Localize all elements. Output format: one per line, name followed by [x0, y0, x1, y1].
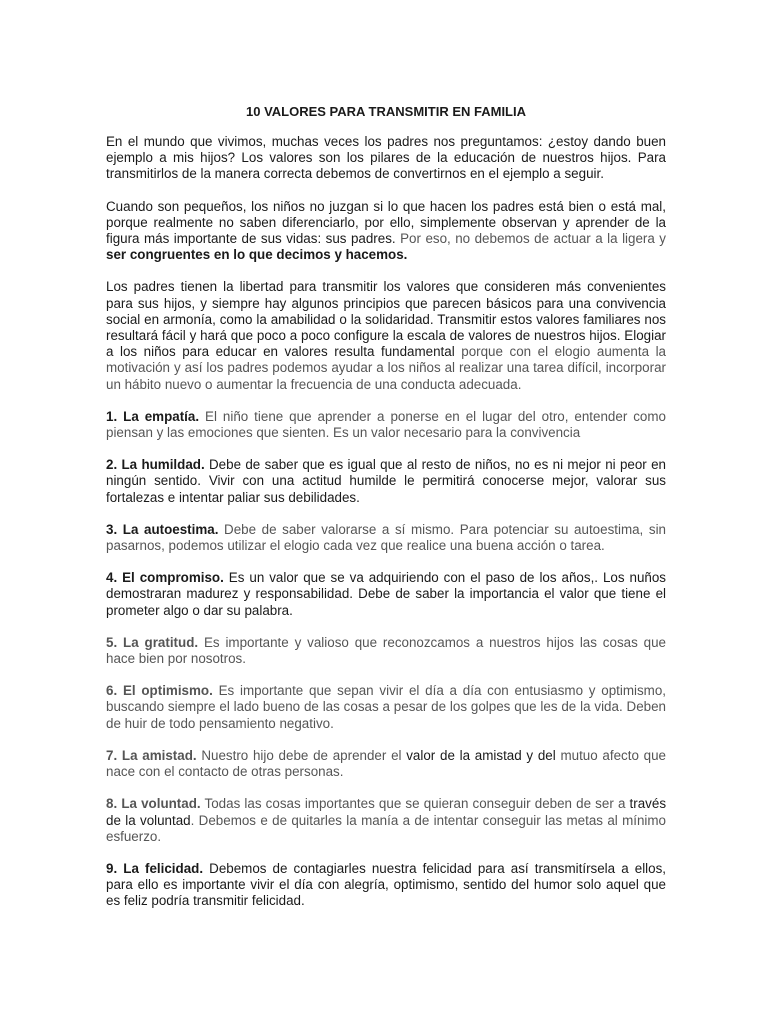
value-description: Es importante y valioso que reconozcamos a nuestros hijos las cosas que hace bien por nosotros.: [106, 634, 666, 667]
paragraph-freedom-text: Los padres tienen la libertad para transmitir los valores que consideren más convenientes para sus hijos, y siempre hay algunos principios que parecen básicos para una convivencia social en armonía, como la amabilidad o la solidaridad. Transmitir estos valores familiares nos resultará fácil y hará que poco a poco configure la escala de valores de nuestros hijos. Elogiar a los niños para educar en valores resulta fundamental: [106, 279, 666, 360]
document-title: 10 VALORES PARA TRANSMITIR EN FAMILIA: [246, 104, 526, 119]
value-gratitud: [106, 635, 666, 667]
value-name: 1. La empatía.: [106, 408, 200, 424]
value-description: Nuestro hijo debe de aprender el: [196, 747, 407, 763]
value-link: través de la voluntad: [106, 796, 667, 828]
value-name: 3. La autoestima.: [106, 521, 219, 537]
paragraph-freedom-gray: porque con el elogio aumenta la motivación y así los padres podemos ayudar a los niños al realizar una tarea difícil, incorporar un hábito nuevo o aumentar la frecuencia de una conducta adecuada.: [106, 344, 666, 392]
value-description: Debe de saber valorarse a sí mismo. Para potenciar su autoestima, sin pasarnos, podemos utilizar el elogio cada vez que realice una buena acción o tarea.: [106, 521, 666, 554]
value-voluntad: [106, 796, 666, 845]
intro-paragraph: [106, 134, 666, 183]
value-description-end: mutuo afecto que nace con el contacto de otras personas.: [106, 747, 666, 780]
value-description: El niño tiene que aprender a ponerse en el lugar del otro, entender como piensan y las emociones que sienten. Es un valor necesario para la convivencia: [106, 408, 666, 441]
paragraph-freedom: [106, 279, 666, 392]
value-description: Todas las cosas importantes que se quieran conseguir deben de ser a: [200, 796, 630, 812]
value-description: Es un valor que se va adquiriendo con el paso de los años,. Los nuños demostraran madurez y responsabilidad. Debe de saber la importancia el valor que tiene el prometer algo o dar su palabra.: [106, 570, 667, 618]
value-name: 8. La voluntad.: [106, 796, 201, 812]
value-description-end: . Debemos e de quitarles la manía a de intentar conseguir las metas al mínimo esfuerzo.: [106, 812, 666, 844]
paragraph-children: [106, 199, 666, 264]
paragraph-children-bold: ser congruentes en lo que decimos y hacemos.: [106, 247, 408, 263]
value-name: 6. El optimismo.: [106, 683, 213, 699]
value-amistad: [106, 748, 666, 780]
value-name: 9. La felicidad.: [106, 860, 204, 876]
value-name: 4. El compromiso.: [106, 570, 224, 586]
value-compromiso: [106, 570, 666, 619]
value-felicidad: [106, 861, 666, 910]
value-name: 2. La humildad.: [106, 457, 205, 473]
paragraph-children-text: Cuando son pequeños, los niños no juzgan si lo que hacen los padres está bien o está mal, porque realmente no saben diferenciarlo, por ello, simplemente observan y aprender de la figura más importante de sus vidas: sus padres.: [106, 198, 666, 247]
intro-text: En el mundo que vivimos, muchas veces los padres nos preguntamos: ¿estoy dando buen ejemplo a mis hijos? Los valores son los pilares de la educación de nuestros hijos. Para transmitirlos de la manera correcta debemos de convertirnos en el ejemplo a seguir.: [106, 134, 666, 182]
value-empatia: [106, 409, 666, 441]
value-link: valor de la amistad y del: [406, 747, 556, 763]
value-description: Es importante que sepan vivir el día a día con entusiasmo y optimismo, buscando siempre el lado bueno de las cosas a pesar de los golpes que les de la vida. Deben de huir de todo pensamiento negativo.: [106, 683, 666, 731]
value-autoestima: [106, 522, 666, 554]
paragraph-children-gray: Por eso, no debemos de actuar a la ligera y: [395, 231, 666, 247]
value-name: 5. La gratitud.: [106, 634, 199, 650]
value-description: Debemos de contagiarles nuestra felicidad para así transmitírsela a ellos, para ello es importante vivir el día con alegría, optimismo, sentido del humor solo aquel que es feliz podría transmitir felicidad.: [106, 860, 667, 909]
value-description: Debe de saber que es igual que al resto de niños, no es ni mejor ni peor en ningún sentido. Vivir con una actitud humilde le permitirá conocerse mejor, valorar sus fortalezas e intentar paliar sus debilidades.: [106, 457, 666, 505]
value-humildad: [106, 457, 666, 506]
value-name: 7. La amistad.: [106, 747, 197, 763]
value-optimismo: [106, 683, 666, 732]
